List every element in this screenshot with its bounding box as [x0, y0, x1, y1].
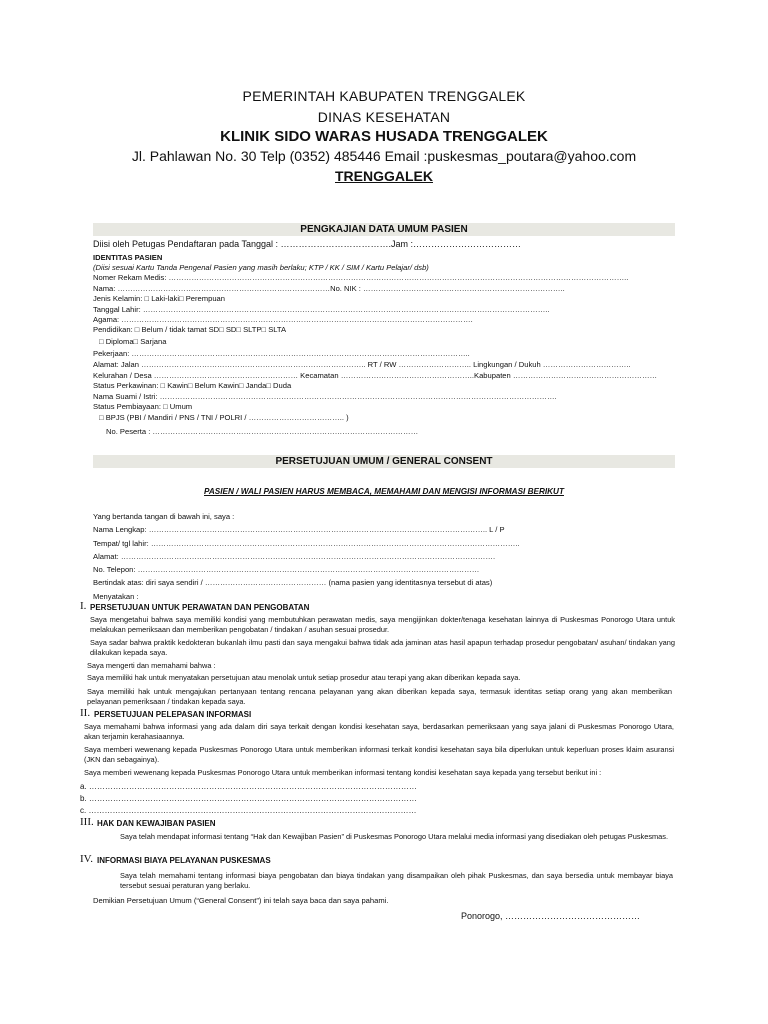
consent-2-paragraph-3: Saya memberi wewenang kepada Puskesmas Ponorogo Utara untuk memberikan informasi tentang kondisi kesehatan saya kepada yang tersebut berikut ini :: [84, 768, 602, 777]
recipient-c-field[interactable]: c. ……………………………………………………………………………………………………………: [80, 806, 417, 815]
field-name-nik[interactable]: Nama: …………………………………………………………………………No. NIK : ……………………………………………………………………..: [93, 284, 565, 293]
field-education-higher[interactable]: □ Diploma□ Sarjana: [99, 337, 167, 346]
consent-intro: Yang bertanda tangan di bawah ini, saya :: [93, 512, 235, 521]
section-numeral-3: III.: [80, 816, 94, 828]
filled-by-line[interactable]: Diisi oleh Petugas Pendaftaran pada Tanggal : ……………………………….Jam :………………………………: [93, 239, 521, 249]
section-title-general-consent: PERSETUJUAN UMUM / GENERAL CONSENT: [93, 455, 675, 468]
field-payment-status[interactable]: Status Pembiayaan: □ Umum: [93, 402, 193, 411]
field-phone[interactable]: No. Telepon: ………………………………………………………………………………………………………………………: [93, 565, 480, 574]
field-medical-record[interactable]: Nomer Rekam Medis: ………………………………………………………………………………………………………………………………………………………………..: [93, 273, 629, 282]
consent-subtitle: PASIEN / WALI PASIEN HARUS MEMBACA, MEMAHAMI DAN MENGISI INFORMASI BERIKUT: [204, 487, 564, 496]
consent-4-paragraph-1: Saya telah memahami tentang informasi biaya pengobatan dan biaya tindakan yang disampaikan oleh pihak Puskesmas, dan saya bersedia untuk membayar biaya tersebut sesuai peraturan yang berlaku.: [120, 871, 673, 890]
field-education[interactable]: Pendidikan: □ Belum / tidak tamat SD□ SD□ SLTP□ SLTA: [93, 325, 287, 334]
field-full-name[interactable]: Nama Lengkap: …………………………………………………………………………………………………………………….. L / P: [93, 525, 505, 534]
field-gender[interactable]: Jenis Kelamin: □ Laki-laki□ Perempuan: [93, 294, 225, 303]
recipient-b-field[interactable]: b. ……………………………………………………………………………………………………………: [80, 794, 417, 803]
clinic-address: Jl. Pahlawan No. 30 Telp (0352) 485446 Email :puskesmas_poutara@yahoo.com: [131, 148, 637, 164]
field-birth-place-date[interactable]: Tempat/ tgl lahir: ………………………………………………………………………………………………………………………………..: [93, 539, 520, 548]
clinic-name: KLINIK SIDO WARAS HUSADA TRENGGALEK: [220, 128, 548, 145]
consent-1-paragraph-5: Saya memiliki hak untuk mengajukan pertanyaan tentang rencana pelayanan yang akan diberikan kepada saya, termasuk identitas setiap orang yang akan memberikan pelayanan pemeriksaan / tindakan kepada saya.: [87, 687, 672, 706]
field-birth-date[interactable]: Tanggal Lahir: ……………………………………………………………………………………………………………………………………………..: [93, 305, 550, 314]
section-numeral-4: IV.: [80, 853, 93, 865]
consent-1-paragraph-2: Saya sadar bahwa praktik kedokteran bukanlah ilmu pasti dan saya mengakui bahwa tidak ada jaminan atas hasil apapun terhadap prosedur pengobatan/ asuhan/ tindakan yang dilakukan kepada saya.: [90, 638, 675, 657]
clinic-city: TRENGGALEK: [335, 168, 433, 184]
field-village-district[interactable]: Kelurahan / Desa ………………………………………………… Kecamatan ……………………………………………..Kabupaten …………………………………………………: [93, 371, 658, 380]
consent-2-paragraph-2: Saya memberi wewenang kepada Puskesmas Ponorogo Utara untuk memberikan informasi terkait kondisi kesehatan saya bila diperlukan untuk keperluan proses klaim asuransi (JKN dan sebagainya).: [84, 745, 674, 764]
declaring-label: Menyatakan :: [93, 592, 139, 601]
consent-1-paragraph-1: Saya mengetahui bahwa saya memiliki kondisi yang membutuhkan perawatan medis, saya mengijinkan dokter/tenaga kesehatan lainnya di Puskesmas Ponorogo Utara untuk melakukan pemeriksaan dan memberikan pengobatan / tindakan / asuhan sesuai prosedur.: [90, 615, 675, 634]
field-address[interactable]: Alamat: Jalan …………………………………………………………………………….. RT / RW ……………………….. Lingkungan / Dukuh ……………………………..: [93, 360, 631, 369]
section-numeral-1: I.: [80, 600, 87, 612]
identity-note: (Diisi sesuai Kartu Tanda Pengenal Pasien yang masih berlaku; KTP / KK / SIM / Kartu Pelajar/ dsb): [93, 263, 429, 272]
consent-section-3-title: HAK DAN KEWAJIBAN PASIEN: [97, 819, 216, 828]
consent-1-paragraph-4: Saya memiliki hak untuk menyatakan persetujuan atau menolak untuk setiap prosedur atau terapi yang akan diberikan kepada saya.: [87, 673, 521, 682]
consent-section-2-title: PERSETUJUAN PELEPASAN INFORMASI: [94, 710, 252, 719]
department-header: DINAS KESEHATAN: [317, 109, 451, 125]
consent-section-1-title: PERSETUJUAN UNTUK PERAWATAN DAN PENGOBATAN: [90, 603, 310, 612]
section-numeral-2: II.: [80, 707, 91, 719]
consent-1-paragraph-3: Saya mengerti dan memahami bahwa :: [87, 661, 216, 670]
field-marital-status[interactable]: Status Perkawinan: □ Kawin□ Belum Kawin□ Janda□ Duda: [93, 381, 292, 390]
consent-3-paragraph-1: Saya telah mendapat informasi tentang “Hak dan Kewajiban Pasien” di Puskesmas Ponorogo Utara melalui media informasi yang disediakan oleh petugas Puskesmas.: [120, 832, 669, 841]
field-occupation[interactable]: Pekerjaan: ……………………………………………………………………………………………………………………..: [93, 349, 470, 358]
field-consent-address[interactable]: Alamat: ………………………………………………………………………………………………………………………………….: [93, 552, 496, 561]
closing-statement: Demikian Persetujuan Umum (“General Consent”) ini telah saya baca dan saya pahami.: [93, 896, 389, 905]
consent-section-4-title: INFORMASI BIAYA PELAYANAN PUSKESMAS: [97, 856, 271, 865]
field-bpjs[interactable]: □ BPJS (PBI / Mandiri / PNS / TNI / POLRI / ……………………………….. ): [99, 413, 349, 422]
field-spouse-name[interactable]: Nama Suami / Istri: ………………………………………………………………………………………………………………………………………….: [93, 392, 557, 401]
place-date-signature-field[interactable]: Ponorogo, ………………………………………: [461, 911, 641, 921]
identity-title: IDENTITAS PASIEN: [93, 253, 163, 262]
field-member-number[interactable]: No. Peserta : ……………………………………………………………………………………………: [106, 427, 419, 436]
recipient-a-field[interactable]: a. ……………………………………………………………………………………………………………: [80, 782, 417, 791]
consent-2-paragraph-1: Saya memahami bahwa informasi yang ada dalam diri saya terkait dengan kondisi kesehatan saya, berdasarkan pemeriksaan yang saya jalani di Puskesmas Ponorogo Utara, akan terjamin kerahasiaannya.: [84, 722, 674, 741]
government-header: PEMERINTAH KABUPATEN TRENGGALEK: [242, 88, 526, 104]
field-acting-for[interactable]: Bertindak atas: diri saya sendiri / ………………………………………… (nama pasien yang identitasnya tersebut di atas): [93, 578, 493, 587]
field-religion[interactable]: Agama: ………………………………………………………………………………………………………………………….: [93, 315, 473, 324]
section-title-patient-data: PENGKAJIAN DATA UMUM PASIEN: [93, 223, 675, 236]
